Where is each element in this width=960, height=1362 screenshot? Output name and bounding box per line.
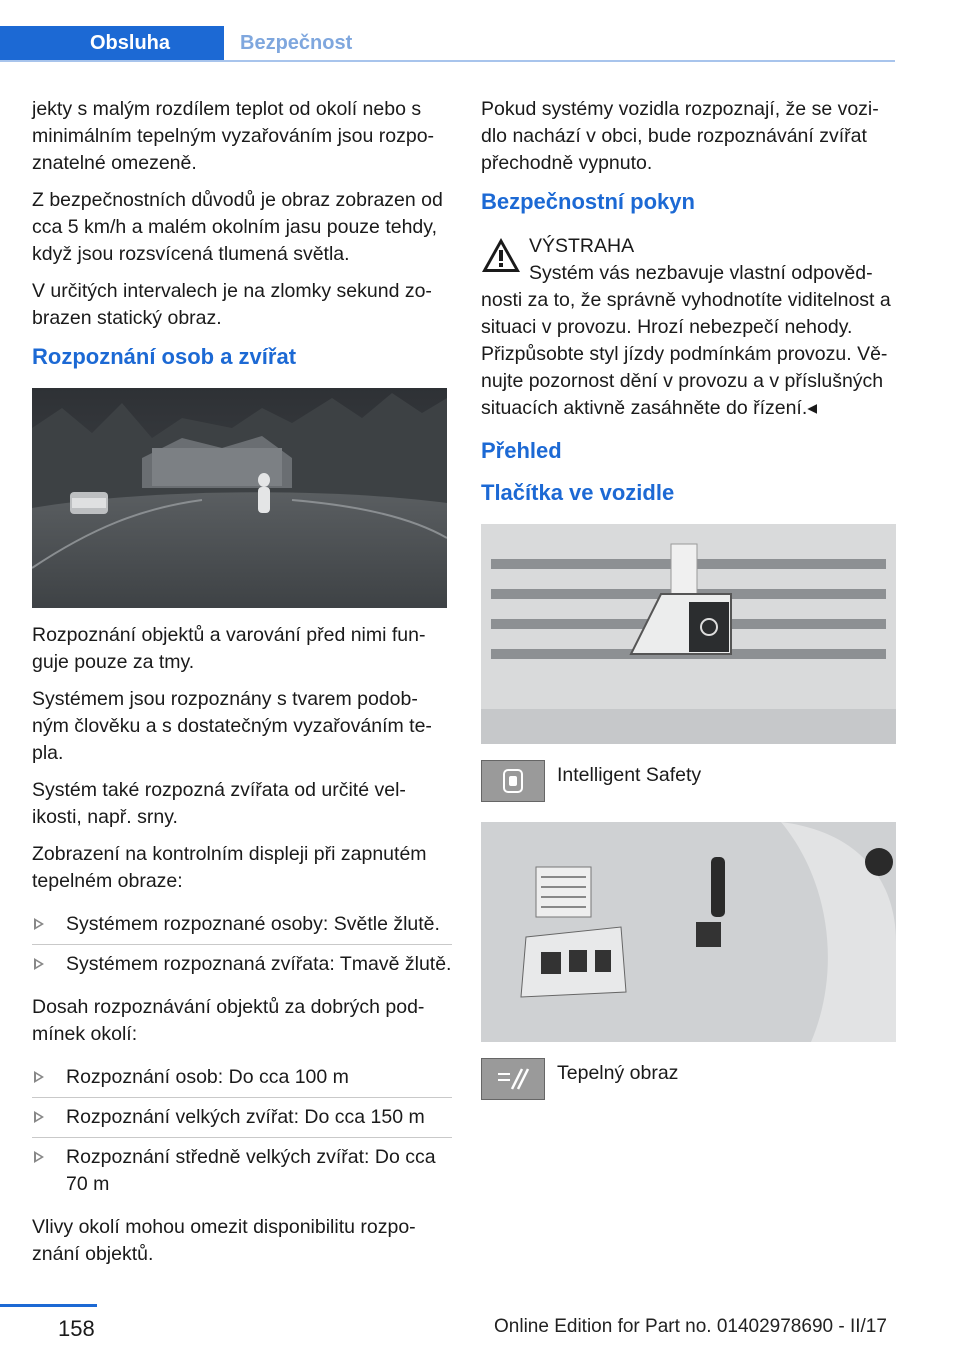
triangle-bullet-icon [34, 1111, 44, 1123]
warning-triangle-icon [481, 237, 521, 273]
tab-obsluha[interactable]: Obsluha [0, 26, 224, 60]
detection-range-list [32, 1058, 452, 1204]
footer-rule [0, 1304, 97, 1307]
edition-text: Online Edition for Part no. 01402978690 - II/17 [494, 1316, 887, 1337]
warning-text-continued: nosti za to, že správně vyhodnotíte viditelnost a situaci v provozu. Hrozí nebezpečí nehody. Přizpůsobte styl jízdy podmínkám provozu. Vě‐nujte pozornost dění v provozu a v příslušných situacích aktivně zasáhněte do řízení.◂ [481, 289, 891, 419]
list-item: Systémem rozpoznané osoby: Světle žlutě. [32, 905, 452, 945]
paragraph: Vlivy okolí mohou omezit disponibilitu rozpo‐znání objektů. [32, 1216, 416, 1265]
page-number: 158 [58, 1316, 95, 1341]
list-item: Systémem rozpoznaná zvířata: Tmavě žlutě. [32, 945, 452, 984]
paragraph: Systémem jsou rozpoznány s tvarem podob‐ným člověku a s dostatečným vyzařováním te‐pla. [32, 688, 432, 764]
dashboard-button-photo [481, 524, 896, 744]
button-label: Intelligent Safety [557, 764, 702, 786]
section-heading-buttons: Tlačítka ve vozidle [481, 480, 675, 505]
paragraph: V určitých intervalech je na zlomky sekund zo‐brazen statický obraz. [32, 280, 432, 329]
warning-title: VÝSTRAHA [529, 235, 635, 257]
right-column [481, 96, 901, 1120]
paragraph: jekty s malým rozdílem teplot od okolí nebo s minimálním tepelným vyzařováním jsou rozpo‐znatelné omezeně. [32, 98, 435, 174]
paragraph: Systém také rozpozná zvířata od určité vel‐ikosti, např. srny. [32, 779, 406, 828]
night-vision-photo [32, 388, 447, 608]
triangle-bullet-icon [34, 918, 44, 930]
list-item: Rozpoznání velkých zvířat: Do cca 150 m [32, 1098, 452, 1138]
button-label: Tepelný obraz [557, 1062, 679, 1084]
triangle-bullet-icon [34, 958, 44, 970]
header-tabs [0, 26, 895, 62]
warning-block [481, 233, 901, 422]
display-colors-list [32, 905, 452, 984]
button-legend-thermal-image [481, 1058, 901, 1100]
list-item: Rozpoznání osob: Do cca 100 m [32, 1058, 452, 1098]
thermal-image-button-icon [481, 1058, 545, 1100]
steering-wheel-photo [481, 822, 896, 1042]
paragraph: Pokud systémy vozidla rozpoznají, že se vozi‐dlo nachází v obci, bude rozpoznávání zvířat přechodně vypnuto. [481, 98, 879, 174]
paragraph: Zobrazení na kontrolním displeji při zapnutém tepelném obraze: [32, 843, 427, 892]
button-legend-intelligent-safety [481, 760, 901, 802]
paragraph: Rozpoznání objektů a varování před nimi fun‐guje pouze za tmy. [32, 624, 426, 673]
section-heading-safety: Bezpečnostní pokyn [481, 189, 695, 214]
left-column [32, 96, 452, 1278]
section-heading-overview: Přehled [481, 438, 562, 463]
section-heading-detection: Rozpoznání osob a zvířat [32, 344, 297, 369]
list-item: Rozpoznání středně velkých zvířat: Do cca 70 m [32, 1138, 452, 1204]
paragraph: Z bezpečnostních důvodů je obraz zobrazen od cca 5 km/h a malém okolním jasu pouze tehdy, když jsou rozsvícená tlumená světla. [32, 189, 443, 265]
warning-text: Systém vás nezbavuje vlastní odpověd‐ [529, 262, 873, 284]
triangle-bullet-icon [34, 1151, 44, 1163]
intelligent-safety-button-icon [481, 760, 545, 802]
triangle-bullet-icon [34, 1071, 44, 1083]
tab-bezpecnost[interactable]: Bezpečnost [240, 32, 353, 54]
paragraph: Dosah rozpoznávání objektů za dobrých pod‐mínek okolí: [32, 996, 425, 1045]
header-rule [0, 60, 895, 62]
